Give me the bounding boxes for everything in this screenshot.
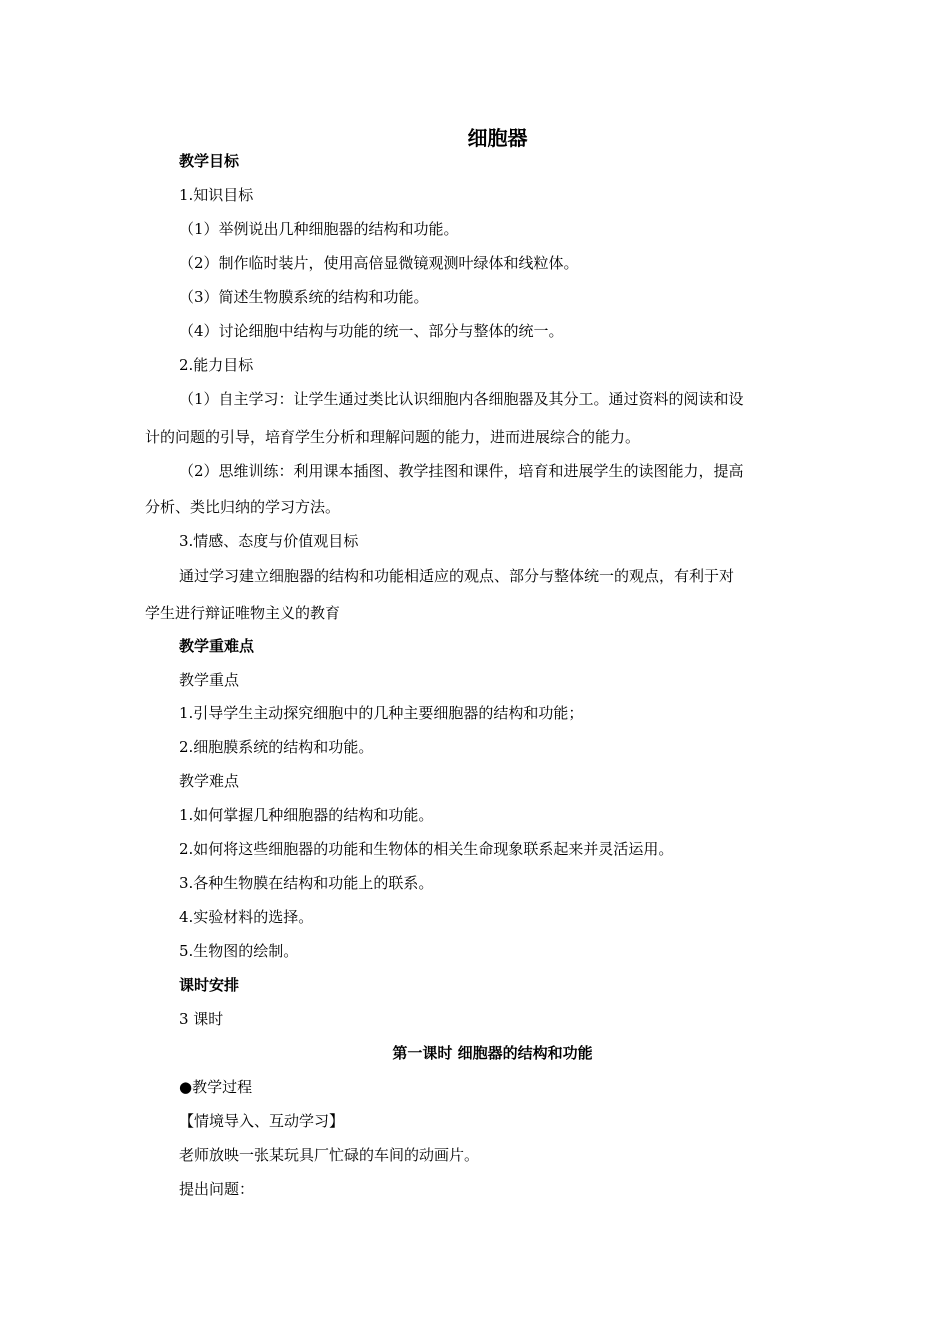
emotion-paragraph-line-2: 学生进行辩证唯物主义的教育 [145, 604, 341, 622]
difficulty-item: 3.各种生物膜在结构和功能上的联系。 [179, 874, 434, 892]
teaching-process-label: ●教学过程 [179, 1078, 253, 1096]
knowledge-item: （3）简述生物膜系统的结构和功能。 [179, 288, 429, 306]
lesson-text-line: 提出问题： [179, 1180, 255, 1198]
knowledge-item: （2）制作临时装片，使用高倍显微镜观测叶绿体和线粒体。 [179, 254, 579, 272]
difficulty-item: 4.实验材料的选择。 [179, 908, 314, 926]
lesson-text-line: 老师放映一张某玩具厂忙碌的车间的动画片。 [179, 1146, 480, 1164]
ability-paragraph-2-line-1: （2）思维训练：利用课本插图、教学挂图和课件，培育和进展学生的读图能力，提高 [179, 462, 744, 480]
section-heading-goals: 教学目标 [179, 152, 240, 170]
section-heading-schedule: 课时安排 [179, 976, 240, 994]
document-title: 细胞器 [467, 126, 528, 150]
ability-paragraph-1-line-1: （1）自主学习：让学生通过类比认识细胞内各细胞器及其分工。通过资料的阅读和设 [179, 390, 744, 408]
knowledge-item: （4）讨论细胞中结构与功能的统一、部分与整体的统一。 [179, 322, 564, 340]
section-heading-key-points: 教学重难点 [179, 637, 255, 655]
ability-paragraph-2-line-2: 分析、类比归纳的学习方法。 [145, 498, 341, 516]
difficulty-item: 5.生物图的绘制。 [179, 942, 299, 960]
focus-item: 2.细胞膜系统的结构和功能。 [179, 738, 374, 756]
focus-item: 1.引导学生主动探究细胞中的几种主要细胞器的结构和功能； [179, 704, 584, 722]
difficulty-item: 1.如何掌握几种细胞器的结构和功能。 [179, 806, 434, 824]
emotion-goals-heading: 3.情感、态度与价值观目标 [179, 532, 359, 550]
ability-paragraph-1-line-2: 计的问题的引导，培育学生分析和理解问题的能力，进而进展综合的能力。 [145, 428, 641, 446]
knowledge-goals-heading: 1.知识目标 [179, 186, 254, 204]
lesson-section-label: 【情境导入、互动学习】 [179, 1112, 345, 1130]
schedule-value: 3 课时 [179, 1010, 224, 1028]
difficulty-item: 2.如何将这些细胞器的功能和生物体的相关生命现象联系起来并灵活运用。 [179, 840, 674, 858]
lesson-1-title: 第一课时 细胞器的结构和功能 [392, 1044, 593, 1062]
ability-goals-heading: 2.能力目标 [179, 356, 254, 374]
focus-heading: 教学重点 [179, 671, 240, 689]
knowledge-item: （1）举例说出几种细胞器的结构和功能。 [179, 220, 459, 238]
emotion-paragraph-line-1: 通过学习建立细胞器的结构和功能相适应的观点、部分与整体统一的观点，有利于对 [179, 567, 735, 585]
difficulty-heading: 教学难点 [179, 772, 240, 790]
